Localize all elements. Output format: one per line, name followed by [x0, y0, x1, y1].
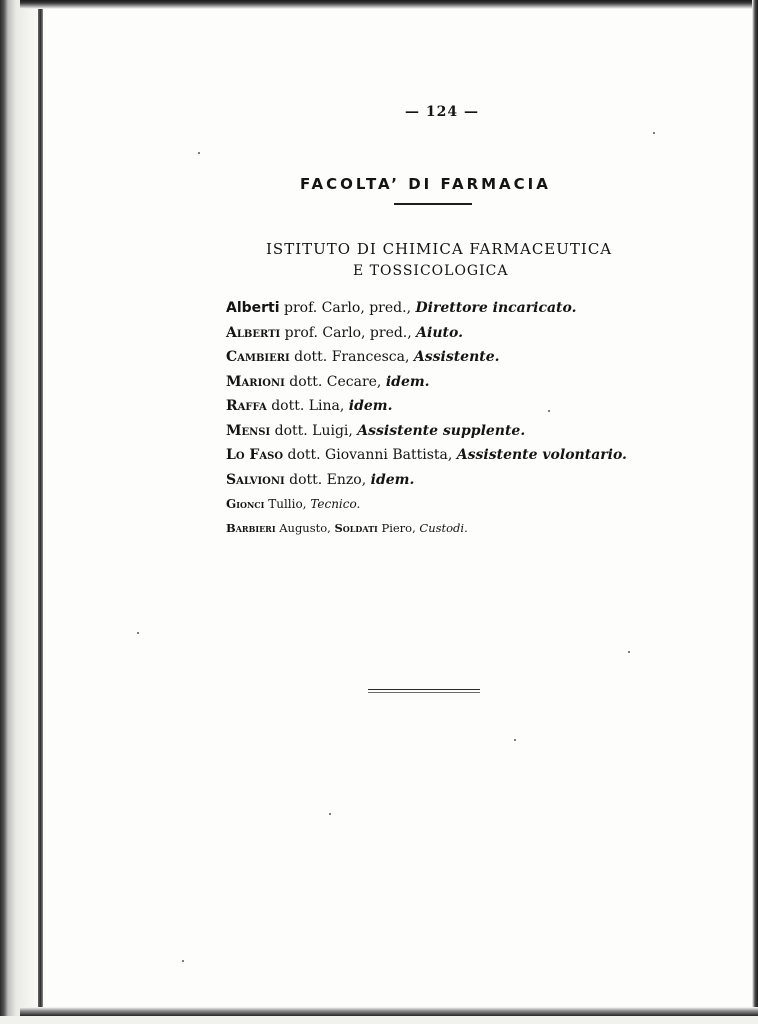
scan-right-edge — [752, 0, 758, 1024]
staff-role: Aiuto. — [416, 324, 463, 341]
staff-surname: Raffa — [226, 398, 267, 414]
staff-entry — [226, 394, 626, 419]
scan-bottom-edge — [20, 1007, 758, 1016]
scan-speck — [548, 410, 550, 412]
scan-speck — [329, 813, 331, 815]
scan-speck — [514, 739, 516, 741]
staff-details: dott. Francesca, — [289, 349, 414, 365]
staff-entry — [226, 492, 626, 516]
staff-surname: Gionci — [226, 497, 265, 511]
staff-details: dott. Lina, — [266, 398, 349, 414]
staff-details: Tullio, — [264, 497, 311, 511]
staff-details: prof. Carlo, pred., — [280, 324, 417, 341]
staff-details: dott. Cecare, — [284, 373, 386, 390]
staff-surname: Mensi — [226, 422, 271, 439]
staff-entry — [226, 419, 626, 444]
staff-surname-second: Soldati — [334, 521, 378, 535]
title-rule — [394, 203, 472, 205]
closing-rule — [368, 689, 480, 690]
staff-entry — [226, 516, 626, 541]
staff-role: idem. — [385, 373, 430, 390]
scan-speck — [628, 651, 630, 653]
staff-details-second: Piero, — [377, 521, 420, 535]
staff-role: Assistente supplente. — [357, 422, 526, 439]
staff-role: Direttore incaricato. — [415, 300, 577, 316]
staff-role: idem. — [348, 398, 393, 414]
staff-surname: Lo Faso — [226, 447, 284, 463]
staff-entry — [226, 321, 626, 346]
scan-speck — [653, 132, 655, 134]
staff-surname: Marioni — [226, 373, 285, 390]
staff-surname: Barbieri — [226, 521, 276, 535]
faculty-title: FACOLTA’ DI FARMACIA — [300, 175, 551, 193]
page-number: — 124 — — [405, 104, 479, 120]
staff-role: Custodi. — [419, 521, 468, 535]
staff-entry — [226, 296, 626, 321]
scan-top-edge — [20, 0, 758, 9]
staff-list — [226, 296, 626, 541]
institute-title-line2: E TOSSICOLOGICA — [353, 263, 509, 279]
staff-details: dott. Giovanni Battista, — [283, 447, 457, 463]
scan-bottom-margin — [0, 1016, 758, 1024]
scan-speck — [137, 632, 139, 634]
scan-speck — [182, 960, 184, 962]
staff-role: idem. — [370, 471, 415, 488]
staff-surname: Alberti — [226, 300, 280, 316]
staff-entry — [226, 345, 626, 370]
staff-entry — [226, 370, 626, 395]
staff-details: Augusto, — [275, 521, 335, 535]
staff-surname: Cambieri — [226, 349, 290, 365]
staff-surname: Salvioni — [226, 471, 285, 488]
staff-role: Assistente. — [413, 349, 500, 365]
staff-details: prof. Carlo, pred., — [279, 300, 416, 316]
staff-role: Tecnico. — [310, 497, 361, 511]
staff-surname: Alberti — [226, 324, 281, 341]
binding-line — [38, 8, 43, 1008]
institute-title-line1: ISTITUTO DI CHIMICA FARMACEUTICA — [266, 240, 613, 258]
staff-details: dott. Enzo, — [284, 471, 371, 488]
staff-details: dott. Luigi, — [270, 422, 358, 439]
scan-speck — [198, 152, 200, 154]
staff-entry — [226, 443, 626, 468]
staff-entry — [226, 468, 626, 493]
staff-role: Assistente volontario. — [456, 447, 627, 463]
